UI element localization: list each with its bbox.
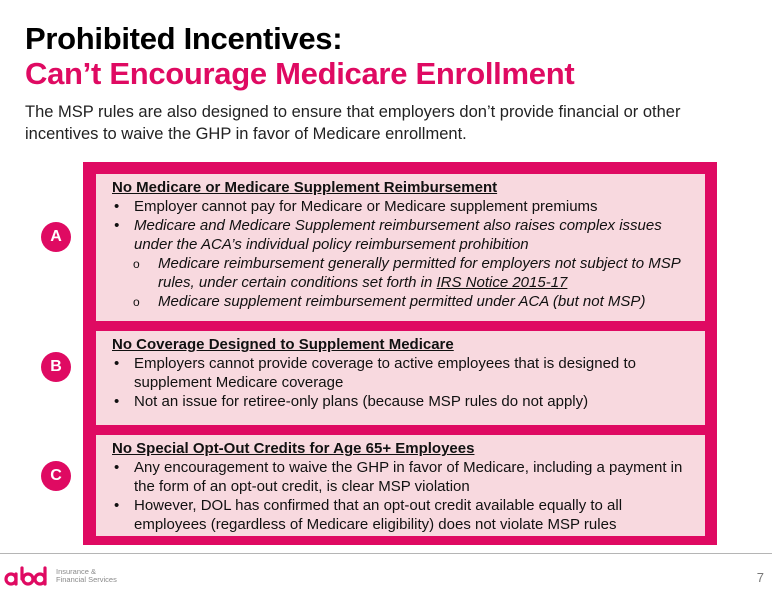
section-a-sub-bullet-2: o Medicare supplement reimbursement permitted under ACA (but not MSP) <box>112 292 695 311</box>
page-number: 7 <box>756 570 764 585</box>
footer-divider <box>0 553 772 554</box>
badge-a: A <box>41 222 71 252</box>
abd-logo-icon <box>4 566 52 586</box>
section-c-bullet-2: • However, DOL has confirmed that an opt-out credit available equally to all employees (regardless of Medicare eligibility) does not violate MSP rules <box>112 496 695 534</box>
slide-subtitle: Can’t Encourage Medicare Enrollment <box>25 56 575 91</box>
section-c-heading: No Special Opt-Out Credits for Age 65+ Employees <box>112 440 475 457</box>
sub-bullet-text: Medicare reimbursement generally permitted for employers not subject to MSP rules, under certain conditions set forth in <box>158 255 681 291</box>
section-b-box <box>96 331 705 425</box>
badge-c: C <box>41 461 71 491</box>
irs-notice-link[interactable]: IRS Notice 2015-17 <box>436 274 568 291</box>
section-a-bullet-1: • Employer cannot pay for Medicare or Medicare supplement premiums <box>112 197 695 216</box>
section-c-bullet-1: • Any encouragement to waive the GHP in favor of Medicare, including a payment in the form of an opt-out credit, is clear MSP violation <box>112 458 695 496</box>
section-a-box <box>96 174 705 321</box>
section-a-bullet-2: • Medicare and Medicare Supplement reimbursement also raises complex issues under the ACA’s individual policy reimbursement prohibition <box>112 216 695 254</box>
section-b-heading: No Coverage Designed to Supplement Medicare <box>112 336 454 353</box>
section-b-bullet-1: • Employers cannot provide coverage to active employees that is designed to supplement Medicare coverage <box>112 354 695 392</box>
company-logo <box>4 565 117 587</box>
section-b-bullet-2: • Not an issue for retiree-only plans (because MSP rules do not apply) <box>112 392 695 411</box>
logo-line-1: Insurance & <box>56 567 97 576</box>
section-a-heading: No Medicare or Medicare Supplement Reimbursement <box>112 179 498 196</box>
badge-b: B <box>41 352 71 382</box>
intro-paragraph: The MSP rules are also designed to ensure that employers don’t provide financial or other incentives to waive the GHP in favor of Medicare enrollment. <box>25 103 681 143</box>
section-a-sub-bullet-1 <box>112 254 695 292</box>
logo-line-2: Financial Services <box>56 575 117 584</box>
section-c-box <box>96 435 705 536</box>
slide-title: Prohibited Incentives: <box>25 21 343 56</box>
sections-frame <box>83 162 717 545</box>
